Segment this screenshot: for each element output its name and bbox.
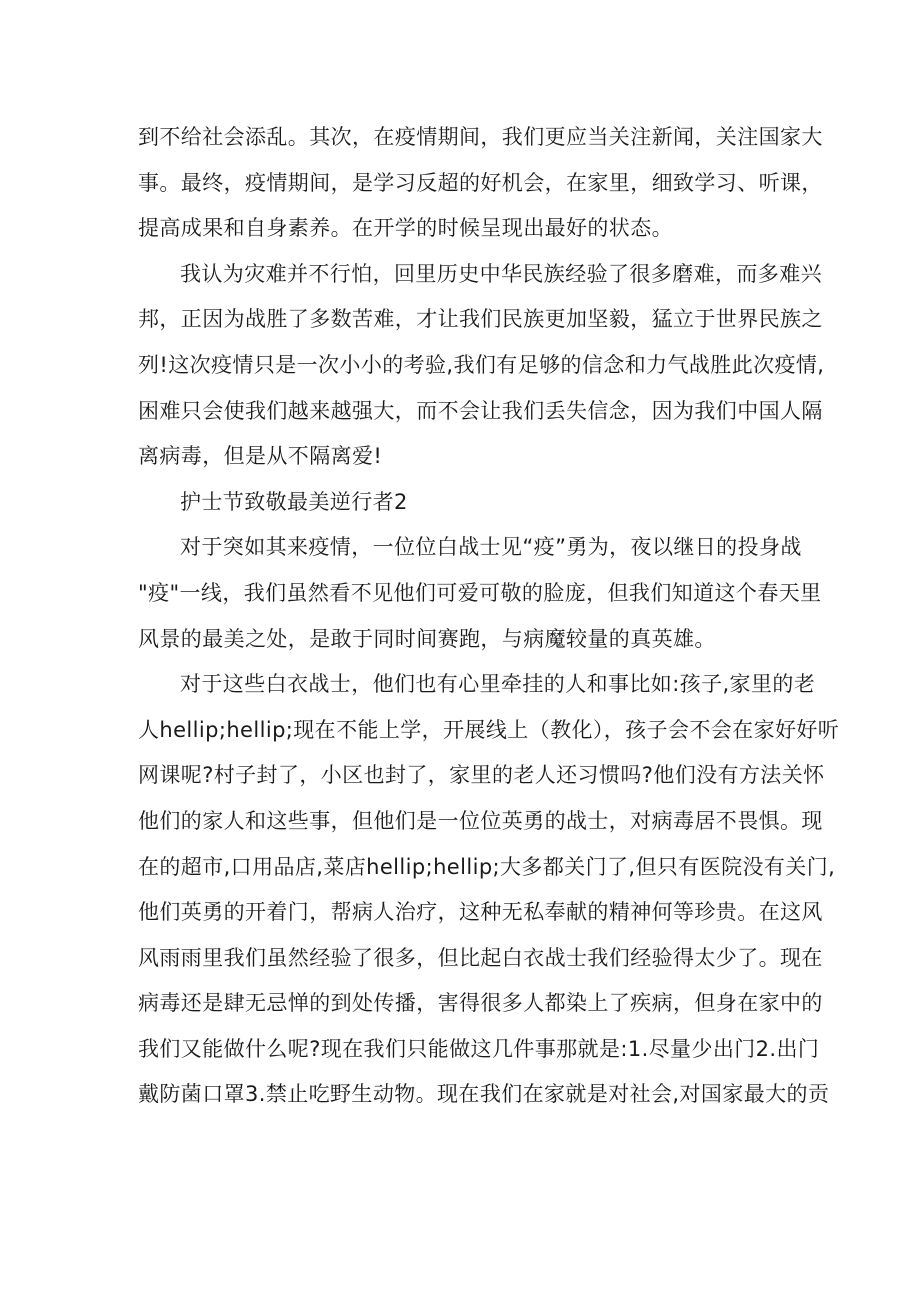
- text-line: 人hellip;hellip;现在不能上学，开展线上（教化），孩子会不会在家好好听: [138, 717, 840, 742]
- text-line: 我们又能做什么呢?现在我们只能做这几件事那就是:1.尽量少出门2.出门: [138, 1036, 820, 1061]
- text-line: 网课呢?村子封了，小区也封了，家里的老人还习惯吗?他们没有方法关怀: [138, 763, 825, 788]
- text-line: 事。最终，疫情期间，是学习反超的好机会，在家里，细致学习、听课，: [138, 170, 823, 195]
- text-line: 困难只会使我们越来越强大，而不会让我们丢失信念，因为我们中国人隔: [138, 398, 823, 423]
- text-line: 在的超市,口用品店,菜店hellip;hellip;大多都关门了,但只有医院没有关门,: [138, 854, 836, 879]
- paragraph-start-line: 对于这些白衣战士，他们也有心里牵挂的人和事比如:孩子,家里的老: [180, 672, 816, 697]
- text-line: 风景的最美之处，是敢于同时间赛跑，与病魔较量的真英雄。: [138, 626, 716, 651]
- text-line: 到不给社会添乱。其次，在疫情期间，我们更应当关注新闻，关注国家大: [138, 125, 823, 149]
- section-heading: 护士节致敬最美逆行者2: [180, 489, 408, 514]
- text-line: "疫"一线，我们虽然看不见他们可爱可敬的脸庞，但我们知道这个春天里: [138, 580, 822, 605]
- text-line: 他们英勇的开着门，帮病人治疗，这种无私奉献的精神何等珍贵。在这风: [138, 900, 823, 925]
- document-body: [138, 115, 840, 1118]
- text-line: 提高成果和自身素养。在开学的时候呈现出最好的状态。: [138, 216, 673, 241]
- text-line: 离病毒，但是从不隔离爱!: [138, 444, 383, 469]
- text-line: 戴防菌口罩3.禁止吃野生动物。现在我们在家就是对社会,对国家最大的贡: [138, 1082, 830, 1107]
- text-line: 病毒还是肆无忌惮的到处传播，害得很多人都染上了疾病，但身在家中的: [138, 991, 823, 1016]
- paragraph-start-line: 对于突如其来疫情，一位位白战士见“疫”勇为，夜以继日的投身战: [180, 535, 802, 560]
- text-line: 邦，正因为战胜了多数苦难，才让我们民族更加坚毅，猛立于世界民族之: [138, 307, 823, 332]
- paragraph-start-line: 我认为灾难并不行怕，回里历史中华民族经验了很多磨难，而多难兴: [180, 261, 822, 286]
- text-line: 列!这次疫情只是一次小小的考验,我们有足够的信念和力气战胜此次疫情,: [138, 352, 825, 377]
- text-line: 他们的家人和这些事，但他们是一位位英勇的战士，对病毒居不畏惧。现: [138, 808, 823, 833]
- text-line: 风雨雨里我们虽然经验了很多，但比起白衣战士我们经验得太少了。现在: [138, 945, 823, 970]
